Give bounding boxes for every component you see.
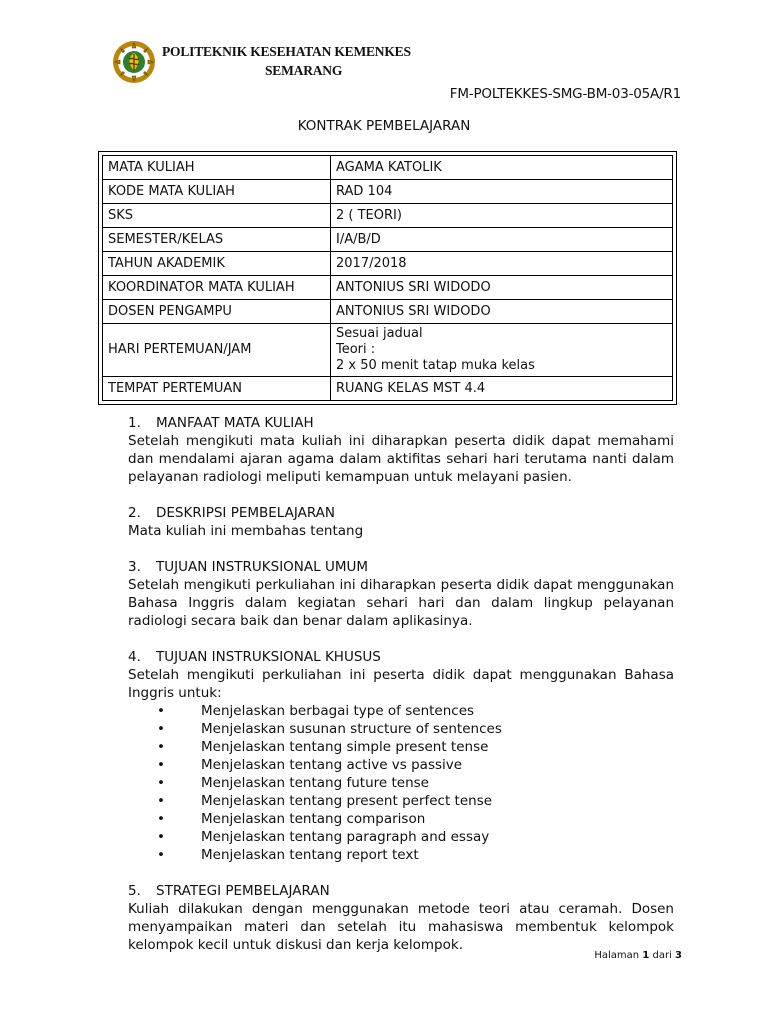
section-text: Setelah mengikuti mata kuliah ini diharapkan peserta didik dapat memahami dan mendalami ajaran agama dalam aktifitas sehari hari terutama nanti dalam pelayanan radiologi meliputi kemampuan untuk melayani pasien. — [128, 433, 674, 485]
section-number: 3. — [128, 559, 141, 575]
list-item — [128, 846, 674, 864]
section-heading — [128, 648, 674, 666]
bullet-icon: • — [157, 829, 165, 845]
section-title: TUJUAN INSTRUKSIONAL UMUM — [156, 559, 369, 575]
section-heading — [128, 504, 674, 522]
schedule-line: Sesuai jadual — [336, 326, 423, 341]
list-item-text: Menjelaskan tentang report text — [201, 847, 419, 863]
table-row — [103, 156, 673, 180]
page-number: 1 — [642, 950, 650, 961]
table-row — [103, 252, 673, 276]
section — [128, 882, 674, 954]
table-key: SEMESTER/KELAS — [103, 228, 331, 252]
document-header — [112, 42, 411, 84]
list-item — [128, 720, 674, 738]
institution-line2: SEMARANG — [265, 63, 343, 78]
table-row — [103, 204, 673, 228]
table-key: TAHUN AKADEMIK — [103, 252, 331, 276]
list-item-text: Menjelaskan tentang paragraph and essay — [201, 829, 490, 845]
table-value: RUANG KELAS MST 4.4 — [331, 377, 673, 401]
list-item — [128, 702, 674, 720]
institution-line1: POLITEKNIK KESEHATAN KEMENKES — [162, 44, 411, 59]
table-row — [103, 377, 673, 401]
section-text: Kuliah dilakukan dengan menggunakan metode teori atau ceramah. Dosen menyampaikan materi dan setelah itu mahasiswa membentuk kelompok kelompok kecil untuk diskusi dan kerja kelompok. — [128, 901, 674, 953]
table-value — [331, 324, 673, 377]
list-item-text: Menjelaskan tentang active vs passive — [201, 757, 463, 773]
bullet-icon: • — [157, 847, 165, 863]
section-title: TUJUAN INSTRUKSIONAL KHUSUS — [156, 649, 381, 665]
list-item — [128, 792, 674, 810]
table-key: DOSEN PENGAMPU — [103, 300, 331, 324]
bullet-icon: • — [157, 775, 165, 791]
list-item — [128, 774, 674, 792]
section-text: Setelah mengikuti perkuliahan ini peserta didik dapat menggunakan Bahasa Inggris untuk: — [128, 667, 674, 701]
section — [128, 558, 674, 630]
list-item-text: Menjelaskan tentang present perfect tense — [201, 793, 493, 809]
table-value: RAD 104 — [331, 180, 673, 204]
schedule-line: 2 x 50 menit tatap muka kelas — [336, 358, 535, 373]
table-row — [103, 180, 673, 204]
table-row — [103, 276, 673, 300]
table-key: KOORDINATOR MATA KULIAH — [103, 276, 331, 300]
list-item — [128, 756, 674, 774]
document-number: FM-POLTEKKES-SMG-BM-03-05A/R1 — [449, 86, 681, 102]
table-key: SKS — [103, 204, 331, 228]
page-label: Halaman — [594, 950, 640, 961]
section-number: 1. — [128, 415, 141, 431]
document-title: KONTRAK PEMBELAJARAN — [297, 118, 471, 134]
list-item-text: Menjelaskan berbagai type of sentences — [201, 703, 475, 719]
section-title: STRATEGI PEMBELAJARAN — [156, 883, 330, 899]
table-value: I/A/B/D — [331, 228, 673, 252]
table-value: ANTONIUS SRI WIDODO — [331, 300, 673, 324]
bullet-icon: • — [157, 739, 165, 755]
list-item — [128, 810, 674, 828]
list-item-text: Menjelaskan tentang simple present tense — [201, 739, 489, 755]
table-key: TEMPAT PERTEMUAN — [103, 377, 331, 401]
section — [128, 648, 674, 864]
section-heading — [128, 414, 674, 432]
bullet-icon: • — [157, 757, 165, 773]
schedule-line: Teori : — [336, 342, 376, 357]
section — [128, 504, 674, 540]
course-info-table — [98, 151, 677, 405]
list-item — [128, 738, 674, 756]
table-row — [103, 324, 673, 377]
section-number: 5. — [128, 883, 141, 899]
bullet-icon: • — [157, 703, 165, 719]
bullet-icon: • — [157, 811, 165, 827]
table-value: 2017/2018 — [331, 252, 673, 276]
page-of-label: dari — [652, 950, 672, 961]
table-key: MATA KULIAH — [103, 156, 331, 180]
section-title: DESKRIPSI PEMBELAJARAN — [156, 505, 336, 521]
section-number: 2. — [128, 505, 141, 521]
section-number: 4. — [128, 649, 141, 665]
contract-content — [128, 414, 674, 954]
institution-name — [162, 42, 411, 80]
poltekkes-emblem-icon — [112, 40, 156, 84]
page-footer — [594, 950, 682, 961]
list-item-text: Menjelaskan tentang future tense — [201, 775, 429, 791]
table-row — [103, 228, 673, 252]
section-title: MANFAAT MATA KULIAH — [156, 415, 314, 431]
section-heading — [128, 882, 674, 900]
section-text: Mata kuliah ini membahas tentang — [128, 523, 364, 539]
section-text: Setelah mengikuti perkuliahan ini diharapkan peserta didik dapat menggunakan Bahasa Inggris dalam kegiatan sehari hari dan dalam lingkup pelayanan radiologi secara baik dan benar dalam aplikasinya. — [128, 577, 674, 629]
objective-list — [128, 702, 674, 864]
bullet-icon: • — [157, 793, 165, 809]
table-key: KODE MATA KULIAH — [103, 180, 331, 204]
section-heading — [128, 558, 674, 576]
table-row — [103, 300, 673, 324]
section — [128, 414, 674, 486]
list-item-text: Menjelaskan susunan structure of sentences — [201, 721, 502, 737]
table-value: 2 ( TEORI) — [331, 204, 673, 228]
bullet-icon: • — [157, 721, 165, 737]
table-value: ANTONIUS SRI WIDODO — [331, 276, 673, 300]
table-key: HARI PERTEMUAN/JAM — [103, 324, 331, 377]
page-total: 3 — [675, 950, 682, 961]
table-value: AGAMA KATOLIK — [331, 156, 673, 180]
list-item-text: Menjelaskan tentang comparison — [201, 811, 426, 827]
list-item — [128, 828, 674, 846]
